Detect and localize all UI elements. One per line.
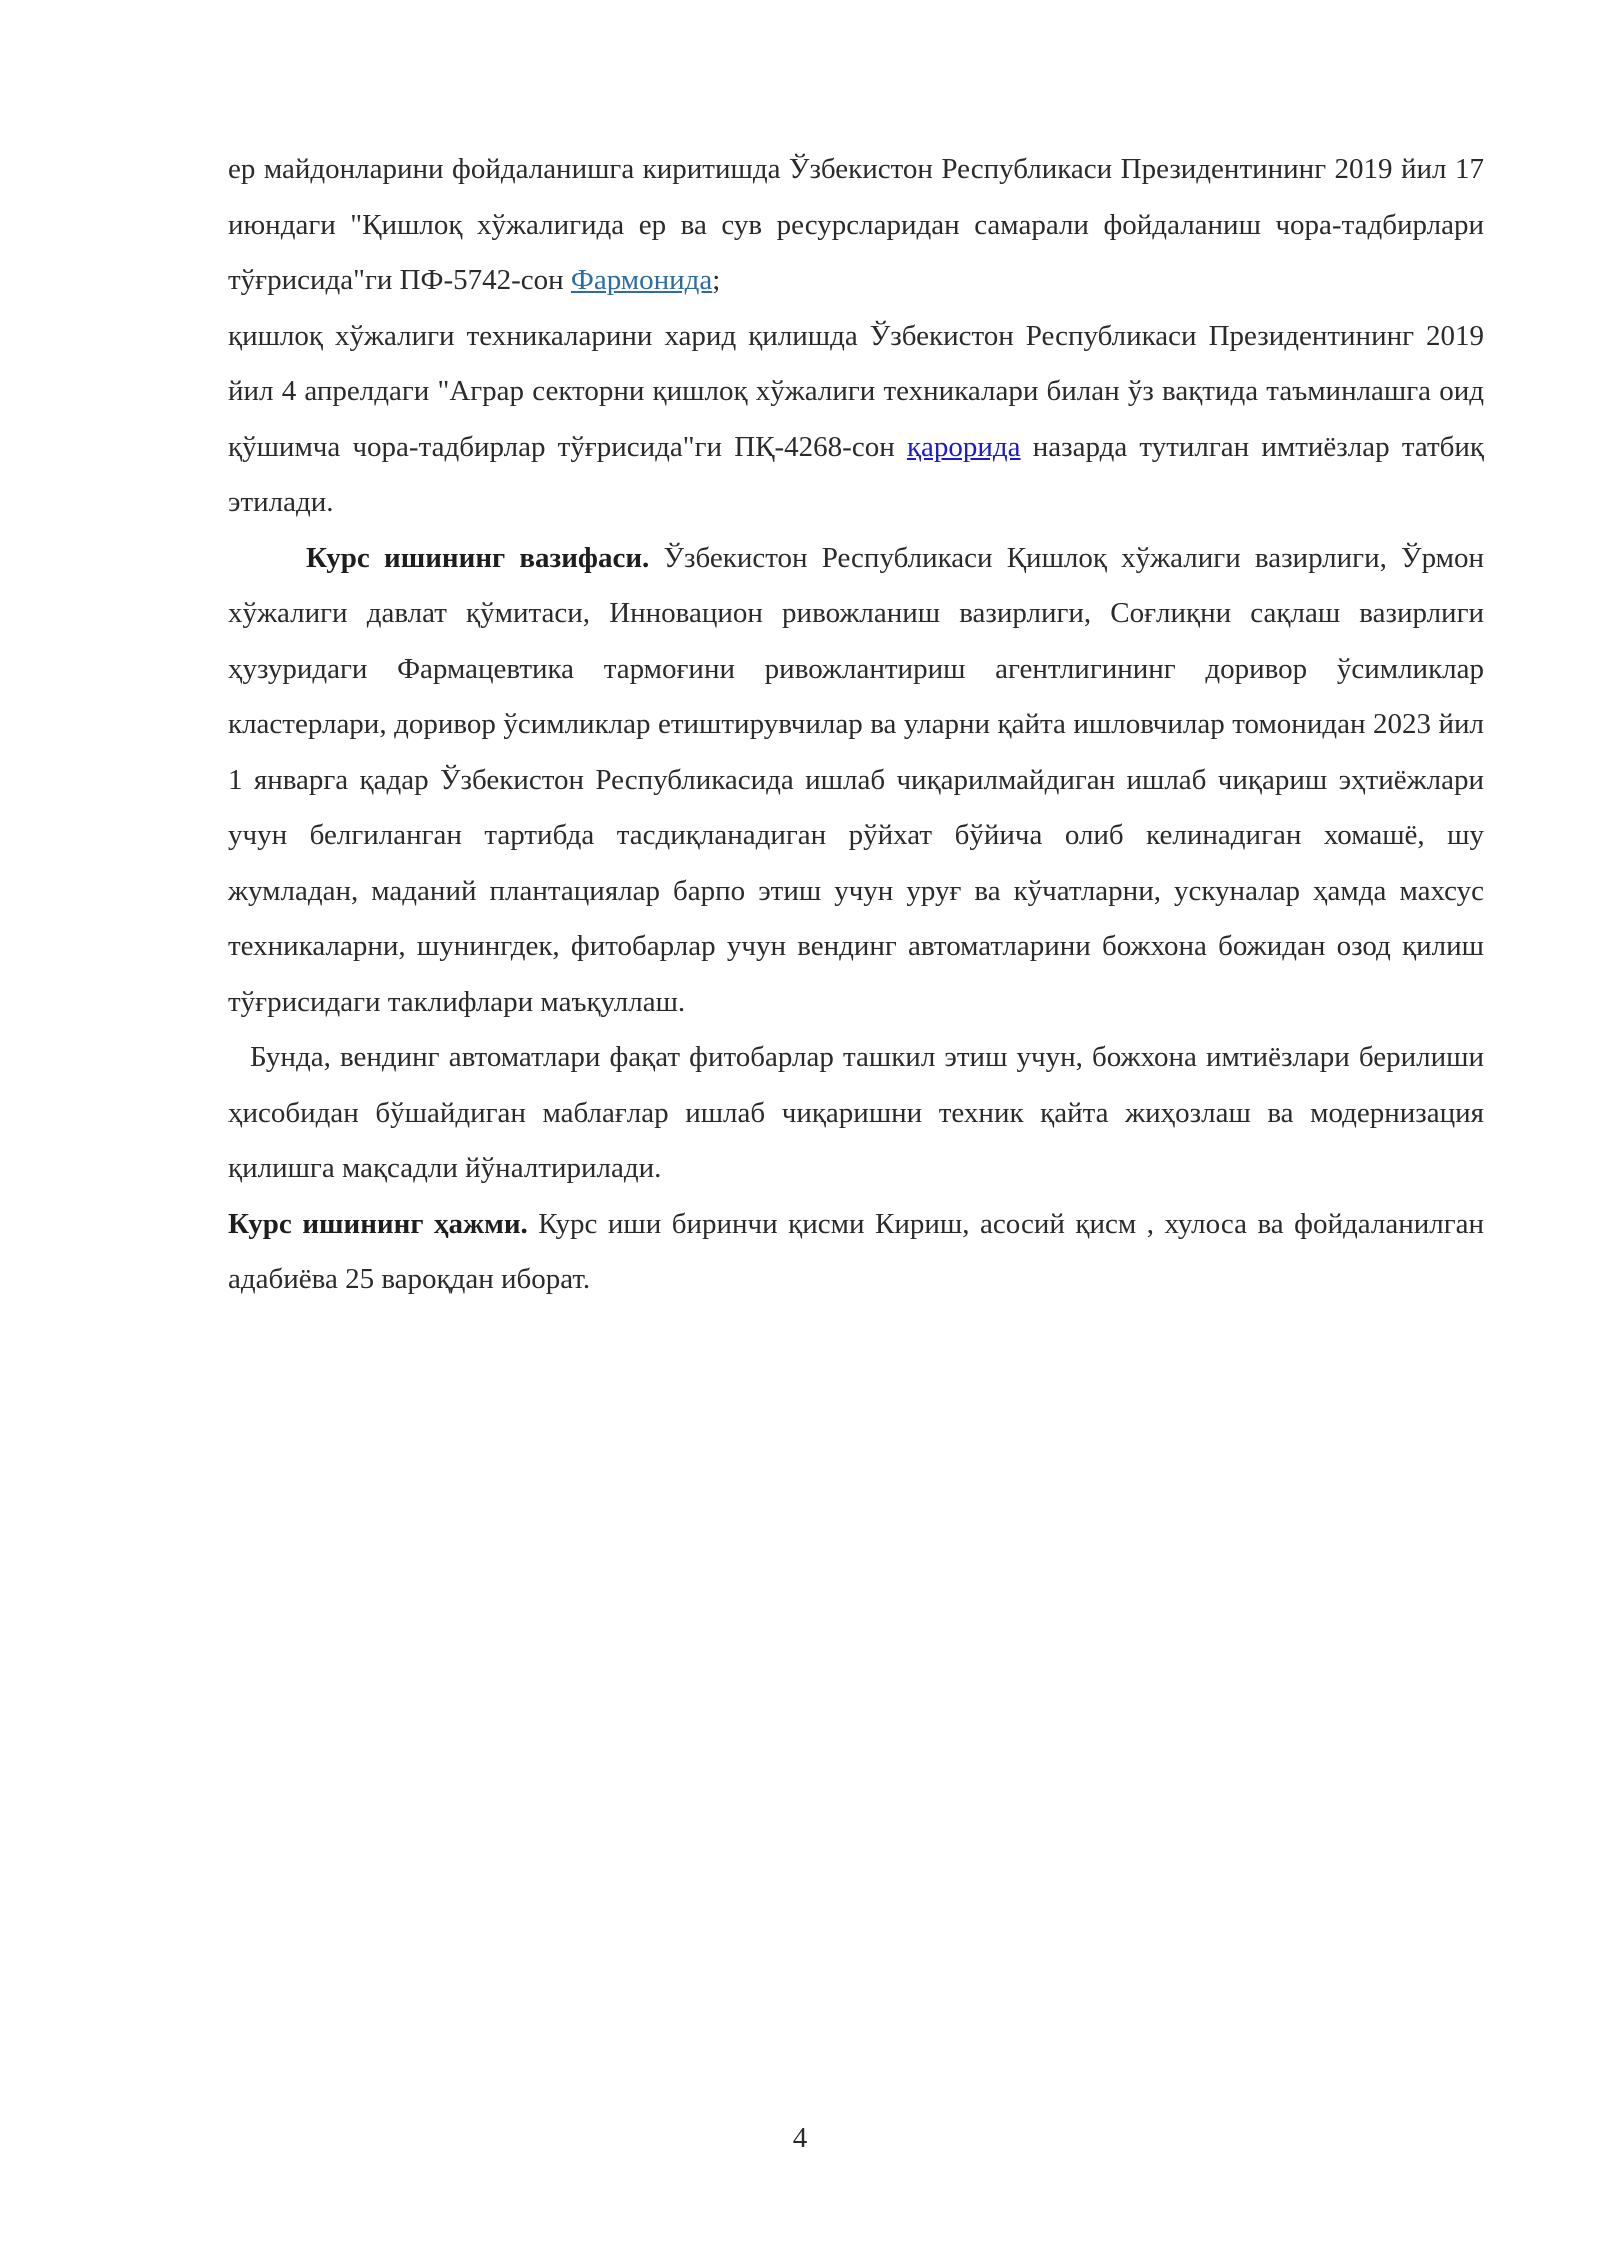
paragraph-text: ; [712, 264, 721, 296]
paragraph-bunda [228, 1030, 1484, 1197]
paragraph-text: ер майдонларини фойдаланишга киритишда Ўзбекистон Республикаси Президентининг 2019 йил 17 июндаги "Қишлоқ хўжалигида ер ва сув ресурсларидан самарали фойдаланиш чора-тадбирлари тўғрисида"ги ПФ-5742-сон [228, 153, 1484, 296]
paragraph-hajm [228, 1197, 1484, 1308]
paragraph-text: Ўзбекистон Республикаси Қишлоқ хўжалиги вазирлиги, Ўрмон хўжалиги давлат қўмитаси, Инновацион ривожланиш вазирлиги, Соғлиқни сақлаш вазирлиги ҳузуридаги Фармацевтика тармоғини ривожлантириш агентлигининг доривор ўсимликлар кластерлари, доривор ўсимликлар етиштирувчилар ва уларни қайта ишловчилар томонидан 2023 йил 1 январга қадар Ўзбекистон Республикасида ишлаб чиқарилмайдиган ишлаб чиқариш эҳтиёжлари учун белгиланган тартибда тасдиқланадиган рўйхат бўйича олиб келинадиган хомашё, шу жумладан, маданий плантациялар барпо этиш учун уруғ ва кўчатларни, ускуналар ҳамда махсус техникаларни, шунингдек, фитобарлар учун вендинг автоматларини божхона божидан озод қилиш тўғрисидаги таклифлари маъқуллаш. [228, 541, 1484, 1018]
section-heading-vazifa: Курс ишининг вазифаси. [306, 541, 650, 574]
paragraph-text: назарда тутилган имтиёзлар татбиқ этилади. [228, 430, 1484, 518]
section-heading-hajm: Курс ишининг ҳажми. [228, 1207, 528, 1240]
paragraph-qaror [228, 309, 1484, 531]
farmon-link[interactable]: Фармонида [570, 264, 713, 296]
document-body [228, 142, 1484, 1308]
page-number: 4 [792, 2122, 808, 2154]
paragraph-vazifa [228, 531, 1484, 1031]
paragraph-farmon [228, 142, 1484, 309]
paragraph-text: қишлоқ хўжалиги техникаларини харид қилишда Ўзбекистон Республикаси Президентининг 2019 йил 4 апрелдаги "Аграр секторни қишлоқ хўжалиги техникалари билан ўз вақтида таъминлашга оид қўшимча чора-тадбирлар тўғрисида"ги ПҚ-4268-сон [228, 319, 1484, 463]
paragraph-text: Курс иши биринчи қисми Кириш, асосий қисм , хулоса ва фойдаланилган адабиёва 25 вароқдан иборат. [228, 1207, 1484, 1295]
qaror-link[interactable]: қарорида [906, 430, 1021, 463]
paragraph-text: Бунда, вендинг автоматлари фақат фитобарлар ташкил этиш учун, божхона имтиёзлари берилиши ҳисобидан бўшайдиган маблағлар ишлаб чиқаришни техник қайта жиҳозлаш ва модернизация қилишга мақсадли йўналтирилади. [228, 1041, 1484, 1184]
